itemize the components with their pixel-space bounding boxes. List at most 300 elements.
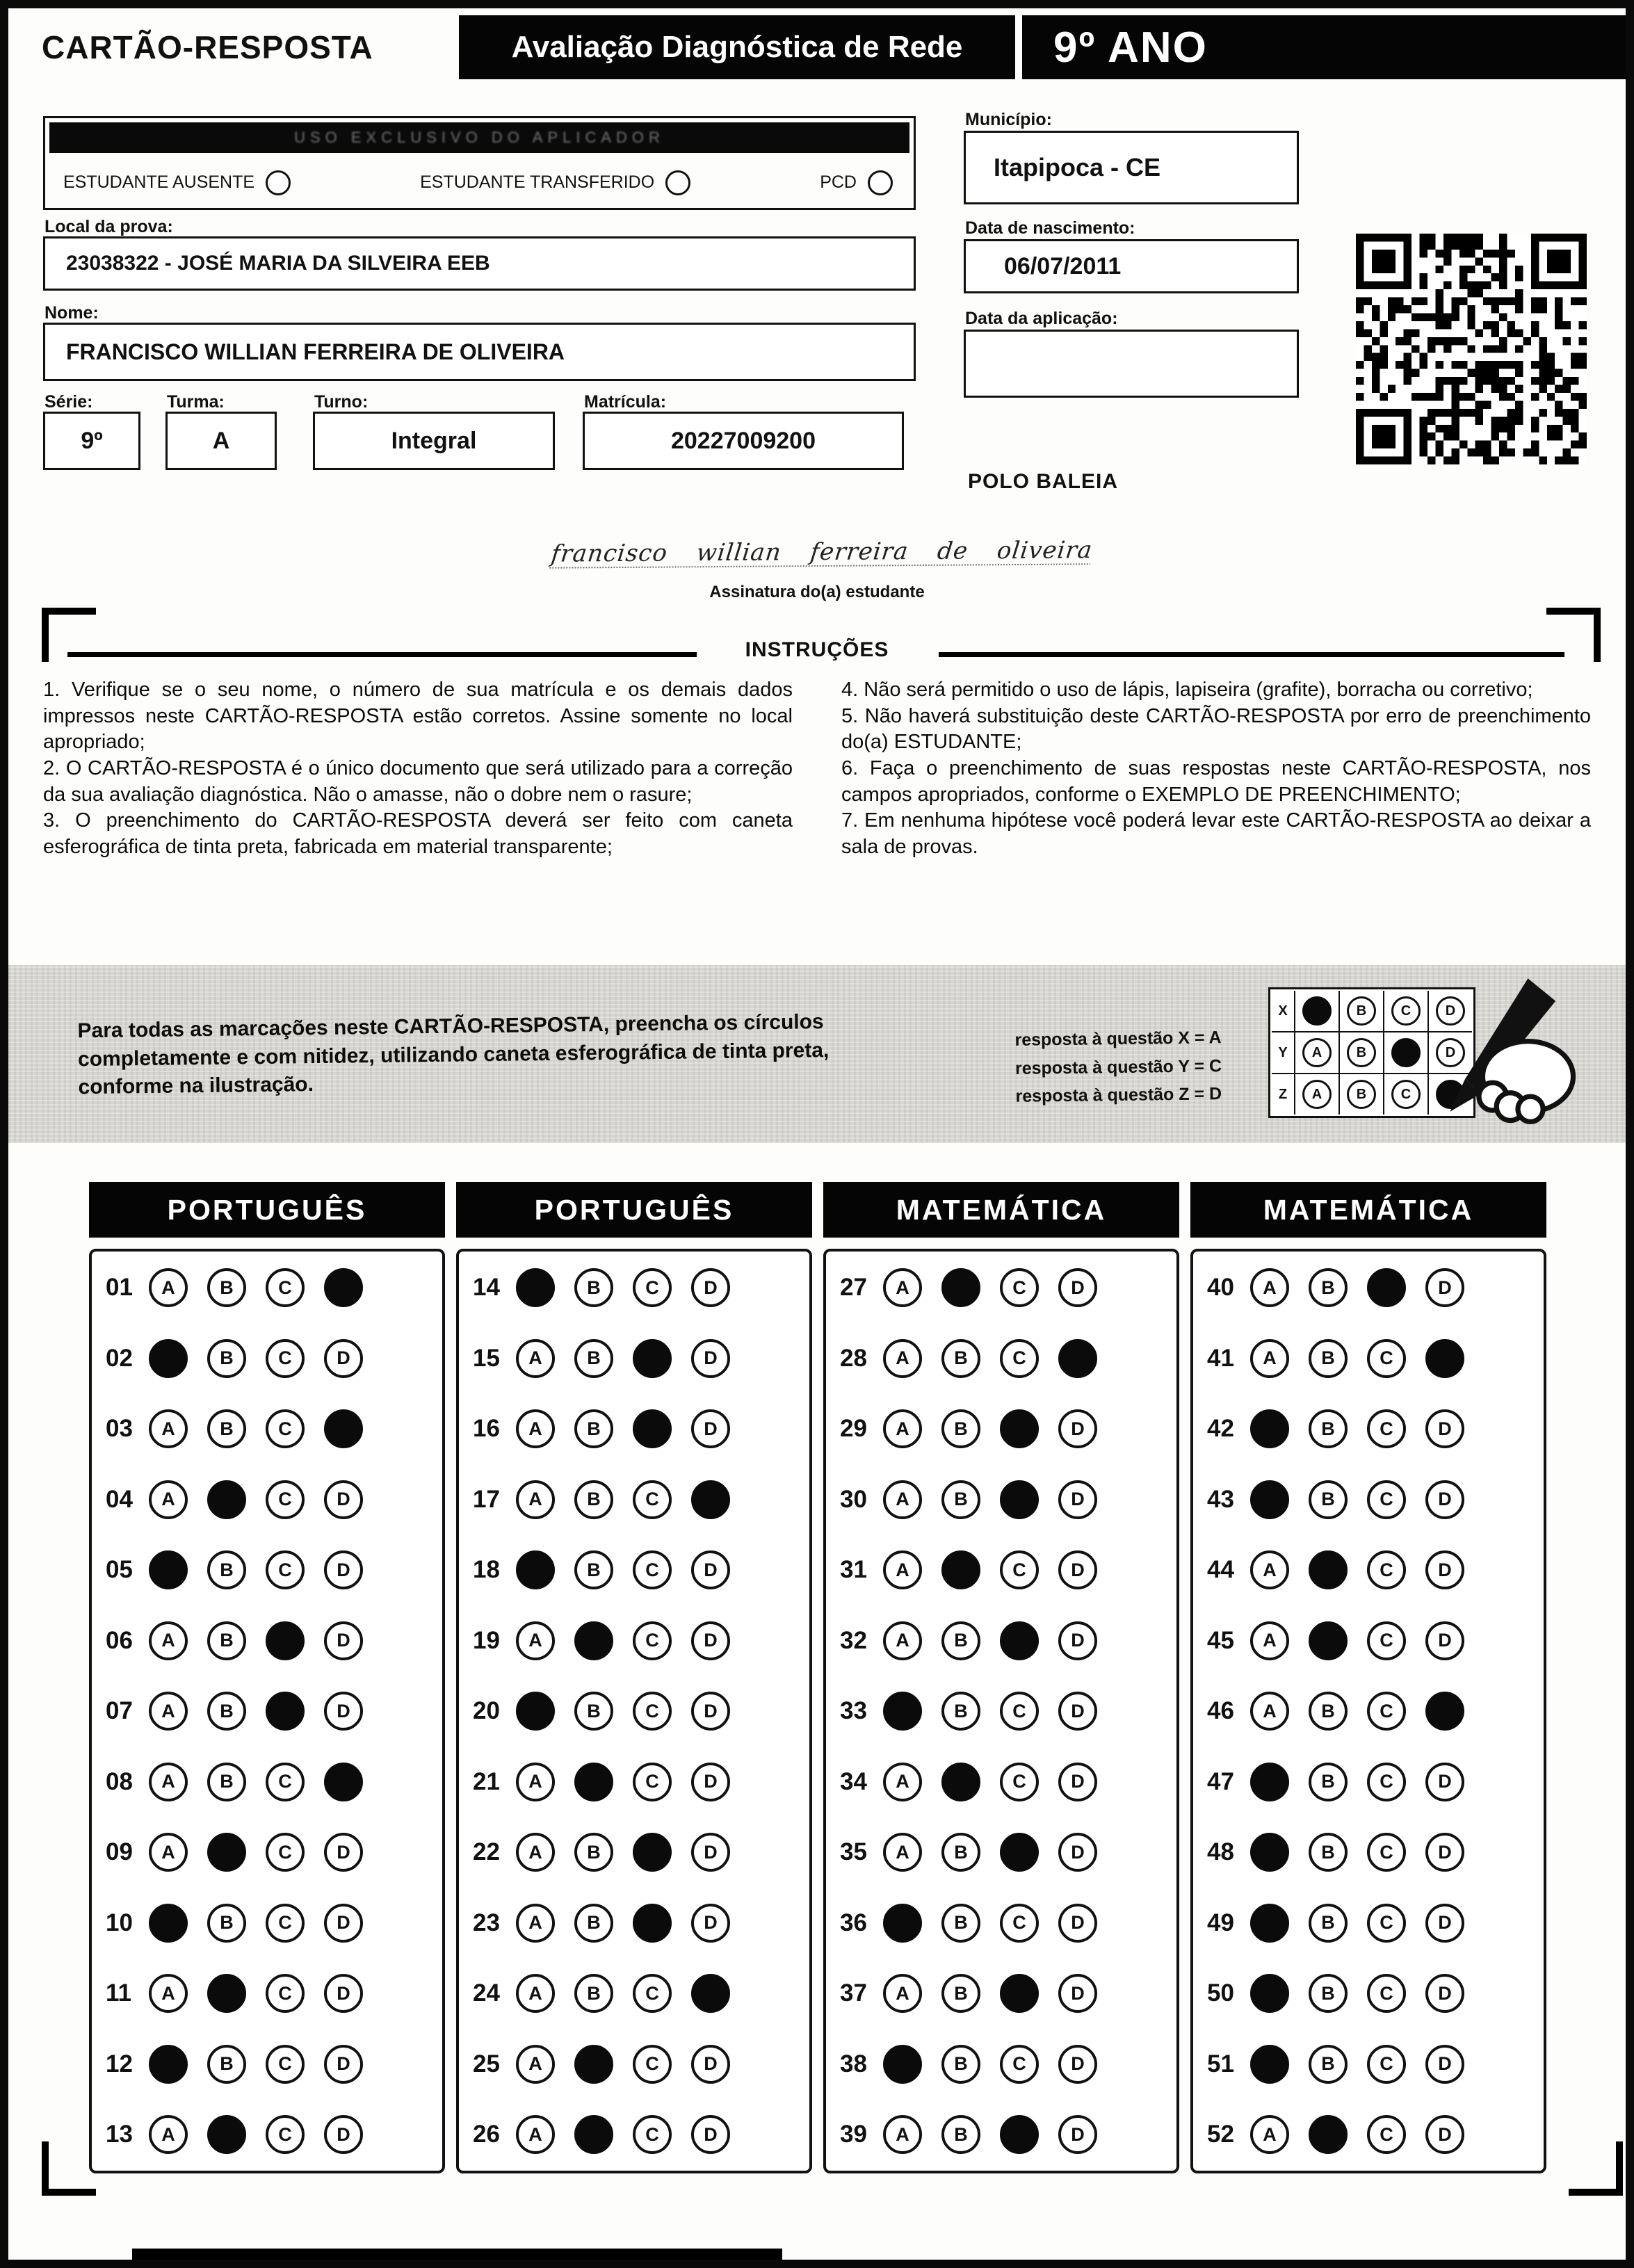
bubble-03-B[interactable]: B [207, 1409, 246, 1448]
question-number: 48 [1207, 1838, 1234, 1865]
bubble-06-A[interactable]: A [149, 1621, 188, 1660]
question-row-21 [473, 1763, 795, 1801]
bubble-06-D[interactable]: D [324, 1621, 363, 1660]
bubble-10-A[interactable] [149, 1904, 188, 1943]
bubble-41-B[interactable]: B [1309, 1339, 1348, 1378]
bubble-49-A[interactable] [1250, 1904, 1289, 1943]
question-number: 45 [1207, 1626, 1234, 1654]
bubble-49-D[interactable]: D [1425, 1904, 1464, 1943]
bubble-49-B[interactable]: B [1309, 1904, 1348, 1943]
bubble-43-B[interactable]: B [1309, 1480, 1348, 1519]
bubble-46-D[interactable] [1425, 1692, 1464, 1731]
bubble-28-A[interactable]: A [883, 1339, 922, 1378]
bubble-37-A[interactable]: A [883, 1974, 922, 2013]
bubble-36-C[interactable]: C [1000, 1904, 1039, 1943]
bubble-51-A[interactable] [1250, 2045, 1289, 2084]
question-number: 02 [106, 1344, 133, 1372]
bubble-31-D[interactable]: D [1058, 1550, 1097, 1589]
example-bubble-Y-A[interactable]: A [1302, 1038, 1332, 1067]
example-row-label: Z [1278, 1086, 1288, 1102]
question-number: 11 [106, 1979, 131, 2007]
answer-column-4 [1190, 1182, 1546, 2173]
question-number: 42 [1207, 1415, 1234, 1442]
status-checkbox-circle[interactable] [266, 170, 291, 195]
bubble-19-D[interactable]: D [691, 1621, 730, 1660]
bubble-19-C[interactable]: C [633, 1621, 672, 1660]
example-bubble-Y-D[interactable]: D [1436, 1038, 1465, 1067]
bubble-43-D[interactable]: D [1425, 1480, 1464, 1519]
example-bubble-Y-B[interactable]: B [1347, 1038, 1376, 1067]
bubble-07-A[interactable]: A [149, 1692, 188, 1731]
bubble-03-D[interactable] [324, 1409, 363, 1448]
bubble-25-C[interactable]: C [633, 2045, 672, 2084]
question-row-51 [1207, 2045, 1530, 2084]
bubble-16-B[interactable]: B [574, 1409, 613, 1448]
bubble-22-A[interactable]: A [516, 1833, 555, 1872]
bubble-17-C[interactable]: C [633, 1480, 672, 1519]
bubble-16-D[interactable]: D [691, 1409, 730, 1448]
bubble-33-B[interactable]: B [941, 1692, 980, 1731]
question-row-28 [840, 1339, 1163, 1378]
bubble-48-D[interactable]: D [1425, 1833, 1464, 1872]
bubble-26-A[interactable]: A [516, 2115, 555, 2154]
bubble-11-C[interactable]: C [266, 1974, 305, 2013]
bubble-29-C[interactable] [1000, 1409, 1039, 1448]
bubble-07-C[interactable] [266, 1692, 305, 1731]
bubble-09-C[interactable]: C [266, 1833, 305, 1872]
bubble-24-D[interactable] [691, 1974, 730, 2013]
bubble-24-A[interactable]: A [516, 1974, 555, 2013]
question-number: 37 [840, 1979, 867, 2007]
bubble-40-B[interactable]: B [1309, 1268, 1348, 1307]
bubble-05-D[interactable]: D [324, 1550, 363, 1589]
bubble-14-D[interactable]: D [691, 1268, 730, 1307]
bubble-20-A[interactable] [516, 1692, 555, 1731]
bubble-47-C[interactable]: C [1367, 1763, 1406, 1801]
question-number: 25 [473, 2050, 500, 2077]
bubble-34-A[interactable]: A [883, 1763, 922, 1801]
bubble-52-D[interactable]: D [1425, 2115, 1464, 2154]
bubble-48-C[interactable]: C [1367, 1833, 1406, 1872]
bubble-23-D[interactable]: D [691, 1904, 730, 1943]
instruction-item: 7. Em nenhuma hipótese você poderá levar este CARTÃO-RESPOSTA ao deixar a sala de provas. [841, 809, 1591, 859]
bubble-01-B[interactable]: B [207, 1268, 246, 1307]
bubble-18-C[interactable]: C [633, 1550, 672, 1589]
bubble-34-B[interactable] [941, 1763, 980, 1801]
bubble-01-C[interactable]: C [266, 1268, 305, 1307]
bubble-21-C[interactable]: C [633, 1763, 672, 1801]
bubble-27-D[interactable]: D [1058, 1268, 1097, 1307]
bubble-20-B[interactable]: B [574, 1692, 613, 1731]
question-number: 34 [840, 1767, 867, 1795]
bubble-15-B[interactable]: B [574, 1339, 613, 1378]
bubble-48-B[interactable]: B [1309, 1833, 1348, 1872]
bubble-23-C[interactable] [633, 1904, 672, 1943]
question-number: 16 [473, 1415, 500, 1442]
bubble-05-A[interactable] [149, 1550, 188, 1589]
bubble-39-C[interactable] [1000, 2115, 1039, 2154]
bubble-37-D[interactable]: D [1058, 1974, 1097, 2013]
applier-strip-text: USO EXCLUSIVO DO APLICADOR [294, 129, 665, 146]
bubble-44-D[interactable]: D [1425, 1550, 1464, 1589]
bubble-45-B[interactable] [1309, 1621, 1348, 1660]
status-checkbox-circle[interactable] [868, 170, 893, 195]
question-row-36 [840, 1904, 1163, 1943]
bubble-32-C[interactable] [1000, 1621, 1039, 1660]
bubble-52-C[interactable]: C [1367, 2115, 1406, 2154]
question-number: 20 [473, 1697, 500, 1724]
bubble-08-A[interactable]: A [149, 1763, 188, 1801]
polo-label: POLO BALEIA [968, 470, 1119, 493]
question-number: 29 [840, 1415, 867, 1442]
bubble-49-C[interactable]: C [1367, 1904, 1406, 1943]
bubble-30-C[interactable] [1000, 1480, 1039, 1519]
bubble-39-B[interactable]: B [941, 2115, 980, 2154]
turma-value: A [212, 427, 230, 454]
bubble-26-C[interactable]: C [633, 2115, 672, 2154]
example-bubble-X-A[interactable] [1302, 996, 1332, 1026]
bubble-41-A[interactable]: A [1250, 1339, 1289, 1378]
bubble-11-B[interactable] [207, 1974, 246, 2013]
municipio-value: Itapipoca - CE [994, 153, 1161, 181]
bubble-40-C[interactable] [1367, 1268, 1406, 1307]
signature-label: Assinatura do(a) estudante [709, 583, 925, 601]
bubble-30-D[interactable]: D [1058, 1480, 1097, 1519]
bubble-35-C[interactable] [1000, 1833, 1039, 1872]
bubble-42-B[interactable]: B [1309, 1409, 1348, 1448]
bubble-45-C[interactable]: C [1367, 1621, 1406, 1660]
bubble-05-C[interactable]: C [266, 1550, 305, 1589]
status-checkbox-item [420, 170, 690, 195]
bubble-13-A[interactable]: A [149, 2115, 188, 2154]
question-row-47 [1207, 1763, 1530, 1801]
example-bubble-Z-B[interactable]: B [1347, 1080, 1376, 1109]
bubble-07-B[interactable]: B [207, 1692, 246, 1731]
question-row-09 [106, 1833, 428, 1872]
bubble-52-A[interactable]: A [1250, 2115, 1289, 2154]
bubble-51-B[interactable]: B [1309, 2045, 1348, 2084]
checkbox-row [45, 157, 914, 208]
bubble-24-C[interactable]: C [633, 1974, 672, 2013]
bubble-14-C[interactable]: C [633, 1268, 672, 1307]
bubble-25-D[interactable]: D [691, 2045, 730, 2084]
bubble-13-D[interactable]: D [324, 2115, 363, 2154]
question-number: 27 [840, 1274, 867, 1301]
example-cell [1294, 991, 1338, 1031]
bubble-15-A[interactable]: A [516, 1339, 555, 1378]
bubble-19-B[interactable] [574, 1621, 613, 1660]
question-number: 23 [473, 1909, 500, 1936]
nome-value: FRANCISCO WILLIAN FERREIRA DE OLIVEIRA [66, 339, 565, 364]
bubble-45-A[interactable]: A [1250, 1621, 1289, 1660]
bubble-33-C[interactable]: C [1000, 1692, 1039, 1731]
bubble-10-C[interactable]: C [266, 1904, 305, 1943]
bubble-09-B[interactable] [207, 1833, 246, 1872]
question-row-31 [840, 1550, 1163, 1589]
bubble-17-D[interactable] [691, 1480, 730, 1519]
bubble-04-D[interactable]: D [324, 1480, 363, 1519]
question-number: 03 [106, 1415, 133, 1442]
bubble-42-D[interactable]: D [1425, 1409, 1464, 1448]
bubble-09-A[interactable]: A [149, 1833, 188, 1872]
bubble-16-C[interactable] [633, 1409, 672, 1448]
question-row-04 [106, 1480, 428, 1519]
bubble-18-D[interactable]: D [691, 1550, 730, 1589]
aplicacao-box[interactable] [964, 330, 1299, 398]
bubble-08-D[interactable] [324, 1763, 363, 1801]
question-number: 24 [473, 1979, 500, 2007]
bubble-40-D[interactable]: D [1425, 1268, 1464, 1307]
bubble-02-B[interactable]: B [207, 1339, 246, 1378]
question-number: 30 [840, 1485, 867, 1513]
question-number: 10 [106, 1909, 133, 1936]
bubble-35-A[interactable]: A [883, 1833, 922, 1872]
question-row-42 [1207, 1409, 1530, 1448]
example-bubble-Z-C[interactable]: C [1391, 1080, 1421, 1109]
question-number: 32 [840, 1626, 867, 1654]
bubble-47-A[interactable] [1250, 1763, 1289, 1801]
bubble-38-D[interactable]: D [1058, 2045, 1097, 2084]
bubble-38-B[interactable]: B [941, 2045, 980, 2084]
bubble-51-C[interactable]: C [1367, 2045, 1406, 2084]
bubble-28-B[interactable]: B [941, 1339, 980, 1378]
bubble-11-D[interactable]: D [324, 1974, 363, 2013]
bubble-21-D[interactable]: D [691, 1763, 730, 1801]
bubble-25-A[interactable]: A [516, 2045, 555, 2084]
serie-value: 9º [81, 427, 103, 454]
student-signature-handwriting: francisco willian ferreira de oliveira [549, 536, 1094, 568]
bubble-03-A[interactable]: A [149, 1409, 188, 1448]
bubble-14-B[interactable]: B [574, 1268, 613, 1307]
bubble-26-D[interactable]: D [691, 2115, 730, 2154]
bubble-15-C[interactable] [633, 1339, 672, 1378]
bubble-44-A[interactable]: A [1250, 1550, 1289, 1589]
bubble-37-C[interactable] [1000, 1974, 1039, 2013]
instruction-item: 6. Faça o preenchimento de suas respostas neste CARTÃO-RESPOSTA, nos campos apropriados, conforme o EXEMPLO DE PREENCHIMENTO; [841, 757, 1591, 806]
bubble-27-B[interactable] [941, 1268, 980, 1307]
bubble-01-D[interactable] [324, 1268, 363, 1307]
bubble-03-C[interactable]: C [266, 1409, 305, 1448]
bubble-06-C[interactable] [266, 1621, 305, 1660]
bubble-12-D[interactable]: D [324, 2045, 363, 2084]
example-bubble-Y-C[interactable] [1391, 1038, 1421, 1067]
example-bubble-Z-A[interactable]: A [1302, 1080, 1332, 1109]
answer-box [823, 1249, 1179, 2173]
bubble-28-D[interactable] [1058, 1339, 1097, 1378]
bubble-34-D[interactable]: D [1058, 1763, 1097, 1801]
example-bubble-X-D[interactable]: D [1436, 996, 1465, 1026]
bubble-43-A[interactable] [1250, 1480, 1289, 1519]
question-row-01 [106, 1268, 428, 1307]
instruction-item: 3. O preenchimento do CARTÃO-RESPOSTA deverá ser feito com caneta esferográfica de tinta preta, fabricada em material transparente; [43, 809, 793, 859]
question-row-23 [473, 1904, 795, 1943]
question-row-24 [473, 1974, 795, 2013]
instructions-rule-left [67, 652, 697, 657]
bubble-02-C[interactable]: C [266, 1339, 305, 1378]
bubble-43-C[interactable]: C [1367, 1480, 1406, 1519]
bubble-33-D[interactable]: D [1058, 1692, 1097, 1731]
header [21, 15, 1626, 79]
question-row-49 [1207, 1904, 1530, 1943]
bubble-20-D[interactable]: D [691, 1692, 730, 1731]
applier-strip [49, 122, 909, 153]
bubble-41-C[interactable]: C [1367, 1339, 1406, 1378]
bubble-42-A[interactable] [1250, 1409, 1289, 1448]
example-bubble-X-B[interactable]: B [1347, 996, 1376, 1026]
example-bubble-X-C[interactable]: C [1391, 996, 1421, 1026]
bubble-23-B[interactable]: B [574, 1904, 613, 1943]
bubble-08-C[interactable]: C [266, 1763, 305, 1801]
bubble-16-A[interactable]: A [516, 1409, 555, 1448]
bubble-31-C[interactable]: C [1000, 1550, 1039, 1589]
question-row-17 [473, 1480, 795, 1519]
bubble-04-B[interactable] [207, 1480, 246, 1519]
bubble-47-B[interactable]: B [1309, 1763, 1348, 1801]
bubble-26-B[interactable] [574, 2115, 613, 2154]
bubble-28-C[interactable]: C [1000, 1339, 1039, 1378]
bubble-36-A[interactable] [883, 1904, 922, 1943]
bubble-01-A[interactable]: A [149, 1268, 188, 1307]
example-legend [1014, 1023, 1222, 1110]
registration-mark-bottom-left [42, 2141, 96, 2196]
bubble-32-A[interactable]: A [883, 1621, 922, 1660]
bubble-20-C[interactable]: C [633, 1692, 672, 1731]
question-number: 51 [1207, 2050, 1234, 2077]
bubble-29-D[interactable]: D [1058, 1409, 1097, 1448]
bubble-22-D[interactable]: D [691, 1833, 730, 1872]
bubble-12-C[interactable]: C [266, 2045, 305, 2084]
bubble-27-C[interactable]: C [1000, 1268, 1039, 1307]
question-row-40 [1207, 1268, 1530, 1307]
bubble-38-C[interactable]: C [1000, 2045, 1039, 2084]
status-checkbox-circle[interactable] [665, 170, 690, 195]
bubble-07-D[interactable]: D [324, 1692, 363, 1731]
bubble-06-B[interactable]: B [207, 1621, 246, 1660]
bubble-21-A[interactable]: A [516, 1763, 555, 1801]
question-number: 26 [473, 2121, 500, 2148]
bubble-18-A[interactable] [516, 1550, 555, 1589]
bubble-22-C[interactable] [633, 1833, 672, 1872]
bubble-08-B[interactable]: B [207, 1763, 246, 1801]
bubble-29-A[interactable]: A [883, 1409, 922, 1448]
bubble-46-C[interactable]: C [1367, 1692, 1406, 1731]
bubble-14-A[interactable] [516, 1268, 555, 1307]
bubble-18-B[interactable]: B [574, 1550, 613, 1589]
question-row-10 [106, 1904, 428, 1943]
bubble-34-C[interactable]: C [1000, 1763, 1039, 1801]
bubble-02-A[interactable] [149, 1339, 188, 1378]
bubble-39-A[interactable]: A [883, 2115, 922, 2154]
bubble-44-C[interactable]: C [1367, 1550, 1406, 1589]
bubble-17-B[interactable]: B [574, 1480, 613, 1519]
bubble-39-D[interactable]: D [1058, 2115, 1097, 2154]
bubble-50-B[interactable]: B [1309, 1974, 1348, 2013]
bubble-45-D[interactable]: D [1425, 1621, 1464, 1660]
bubble-21-B[interactable] [574, 1763, 613, 1801]
bubble-30-B[interactable]: B [941, 1480, 980, 1519]
bubble-23-A[interactable]: A [516, 1904, 555, 1943]
bubble-35-D[interactable]: D [1058, 1833, 1097, 1872]
bubble-31-B[interactable] [941, 1550, 980, 1589]
turma-box [165, 412, 277, 470]
bubble-12-B[interactable]: B [207, 2045, 246, 2084]
question-row-30 [840, 1480, 1163, 1519]
question-number: 18 [473, 1556, 500, 1583]
bubble-42-C[interactable]: C [1367, 1409, 1406, 1448]
bubble-04-C[interactable]: C [266, 1480, 305, 1519]
card-title: CARTÃO-RESPOSTA [42, 29, 373, 65]
bubble-41-D[interactable] [1425, 1339, 1464, 1378]
bubble-10-D[interactable]: D [324, 1904, 363, 1943]
bubble-36-B[interactable]: B [941, 1904, 980, 1943]
bubble-32-D[interactable]: D [1058, 1621, 1097, 1660]
bubble-17-A[interactable]: A [516, 1480, 555, 1519]
status-checkbox-label: PCD [820, 172, 857, 192]
bubble-15-D[interactable]: D [691, 1339, 730, 1378]
bubble-27-A[interactable]: A [883, 1268, 922, 1307]
bubble-29-B[interactable]: B [941, 1409, 980, 1448]
question-number: 36 [840, 1909, 867, 1936]
bubble-19-A[interactable]: A [516, 1621, 555, 1660]
bubble-48-A[interactable] [1250, 1833, 1289, 1872]
bubble-09-D[interactable]: D [324, 1833, 363, 1872]
question-row-13 [106, 2115, 428, 2154]
question-number: 06 [106, 1626, 133, 1654]
bubble-13-B[interactable] [207, 2115, 246, 2154]
bubble-22-B[interactable]: B [574, 1833, 613, 1872]
bubble-38-A[interactable] [883, 2045, 922, 2084]
question-number: 50 [1207, 1979, 1234, 2007]
bubble-12-A[interactable] [149, 2045, 188, 2084]
bubble-30-A[interactable]: A [883, 1480, 922, 1519]
example-text: Para todas as marcações neste CARTÃO-RESPOSTA, preencha os círculos completamente e com nitidez, utilizando caneta esferográfica de tinta preta, conforme na ilustração. [77, 1010, 830, 1099]
question-row-33 [840, 1692, 1163, 1731]
bubble-11-A[interactable]: A [149, 1974, 188, 2013]
bubble-25-B[interactable] [574, 2045, 613, 2084]
bubble-04-A[interactable]: A [149, 1480, 188, 1519]
question-number: 31 [840, 1556, 867, 1583]
bubble-36-D[interactable]: D [1058, 1904, 1097, 1943]
bubble-10-B[interactable]: B [207, 1904, 246, 1943]
bubble-32-B[interactable]: B [941, 1621, 980, 1660]
question-number: 35 [840, 1838, 867, 1865]
bubble-37-B[interactable]: B [941, 1974, 980, 2013]
question-number: 47 [1207, 1767, 1234, 1795]
bubble-50-D[interactable]: D [1425, 1974, 1464, 2013]
bubble-44-B[interactable] [1309, 1550, 1348, 1589]
bubble-51-D[interactable]: D [1425, 2045, 1464, 2084]
bubble-35-B[interactable]: B [941, 1833, 980, 1872]
bubble-02-D[interactable]: D [324, 1339, 363, 1378]
bubble-31-A[interactable]: A [883, 1550, 922, 1589]
bubble-52-B[interactable] [1309, 2115, 1348, 2154]
bubble-33-A[interactable] [883, 1692, 922, 1731]
bubble-13-C[interactable]: C [266, 2115, 305, 2154]
question-row-18 [473, 1550, 795, 1589]
bubble-24-B[interactable]: B [574, 1974, 613, 2013]
bubble-50-C[interactable]: C [1367, 1974, 1406, 2013]
bubble-50-A[interactable] [1250, 1974, 1289, 2013]
bubble-05-B[interactable]: B [207, 1550, 246, 1589]
bubble-46-B[interactable]: B [1309, 1692, 1348, 1731]
bubble-47-D[interactable]: D [1425, 1763, 1464, 1801]
local-da-prova-value: 23038322 - JOSÉ MARIA DA SILVEIRA EEB [66, 252, 490, 275]
question-number: 08 [106, 1767, 133, 1795]
bubble-46-A[interactable]: A [1250, 1692, 1289, 1731]
question-number: 19 [473, 1626, 500, 1654]
nascimento-value: 06/07/2011 [1004, 252, 1122, 280]
bubble-40-A[interactable]: A [1250, 1268, 1289, 1307]
